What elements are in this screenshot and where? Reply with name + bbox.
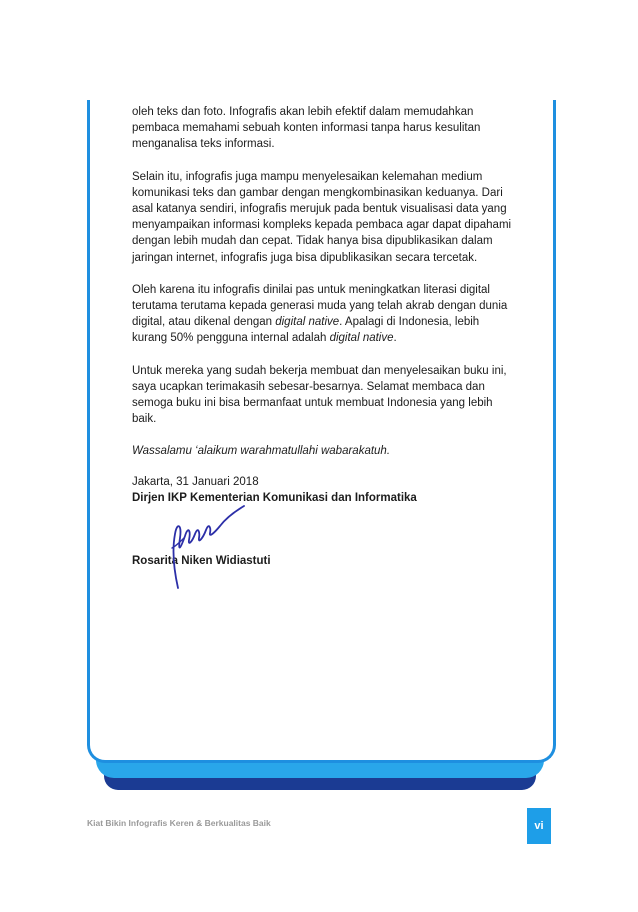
paragraph-3-text-a: Oleh karena itu infografis dinilai pas untuk meningkatkan literasi digital terutama terutama kepada generasi muda yang telah akrab dengan dunia digital, atau dikenal dengan bbox=[132, 283, 508, 329]
paragraph-4: Untuk mereka yang sudah bekerja membuat dan menyelesaikan buku ini, saya ucapkan terimakasih sebesar-besarnya. Selamat membaca dan semoga buku ini bisa bermanfaat untuk membuat Indonesia yang lebih baik. bbox=[132, 364, 507, 426]
signer-name: Rosarita Niken Widiastuti bbox=[132, 555, 271, 567]
closing-salam: Wassalamu ‘alaikum warahmatullahi wabarakatuh. bbox=[132, 445, 391, 458]
paragraph-2: Selain itu, infografis juga mampu menyelesaikan kelemahan medium komunikasi teks dan gambar dengan mengkombinasikan keduanya. Dari asal katanya sendiri, infografis merujuk pada bentuk visualisasi data yang menyampaikan informasi kompleks kepada pembaca agar dapat dipahami dengan lebih mudah dan cepat. Tidak hanya bisa dipublikasikan dalam jaringan internet, infografis juga bisa dipublikasikan secara tercetak. bbox=[132, 170, 512, 264]
signature-image bbox=[158, 500, 248, 592]
page-number-badge bbox=[527, 808, 551, 844]
paragraph-3 bbox=[132, 282, 517, 347]
place-date: Jakarta, 31 Januari 2018 bbox=[132, 475, 259, 488]
paragraph-3-text-c: . bbox=[393, 332, 397, 345]
page-number: vi bbox=[534, 820, 544, 832]
organization: Dirjen IKP Kementerian Komunikasi dan Informatika bbox=[132, 491, 417, 504]
footer-book-title: Kiat Bikin Infografis Keren & Berkualitas Baik bbox=[87, 818, 271, 828]
paragraph-3-text-b: . Apalagi di Indonesia, lebih kurang 50% pengguna internal adalah bbox=[132, 316, 480, 345]
term-digital-native: digital native bbox=[329, 332, 394, 345]
term-digital-native: digital native bbox=[275, 316, 340, 329]
paragraph-1: oleh teks dan foto. Infografis akan lebih efektif dalam memudahkan pembaca memahami sebuah konten informasi tanpa harus kesulitan menganalisa teks informasi. bbox=[132, 106, 481, 151]
letter-body bbox=[132, 104, 517, 506]
